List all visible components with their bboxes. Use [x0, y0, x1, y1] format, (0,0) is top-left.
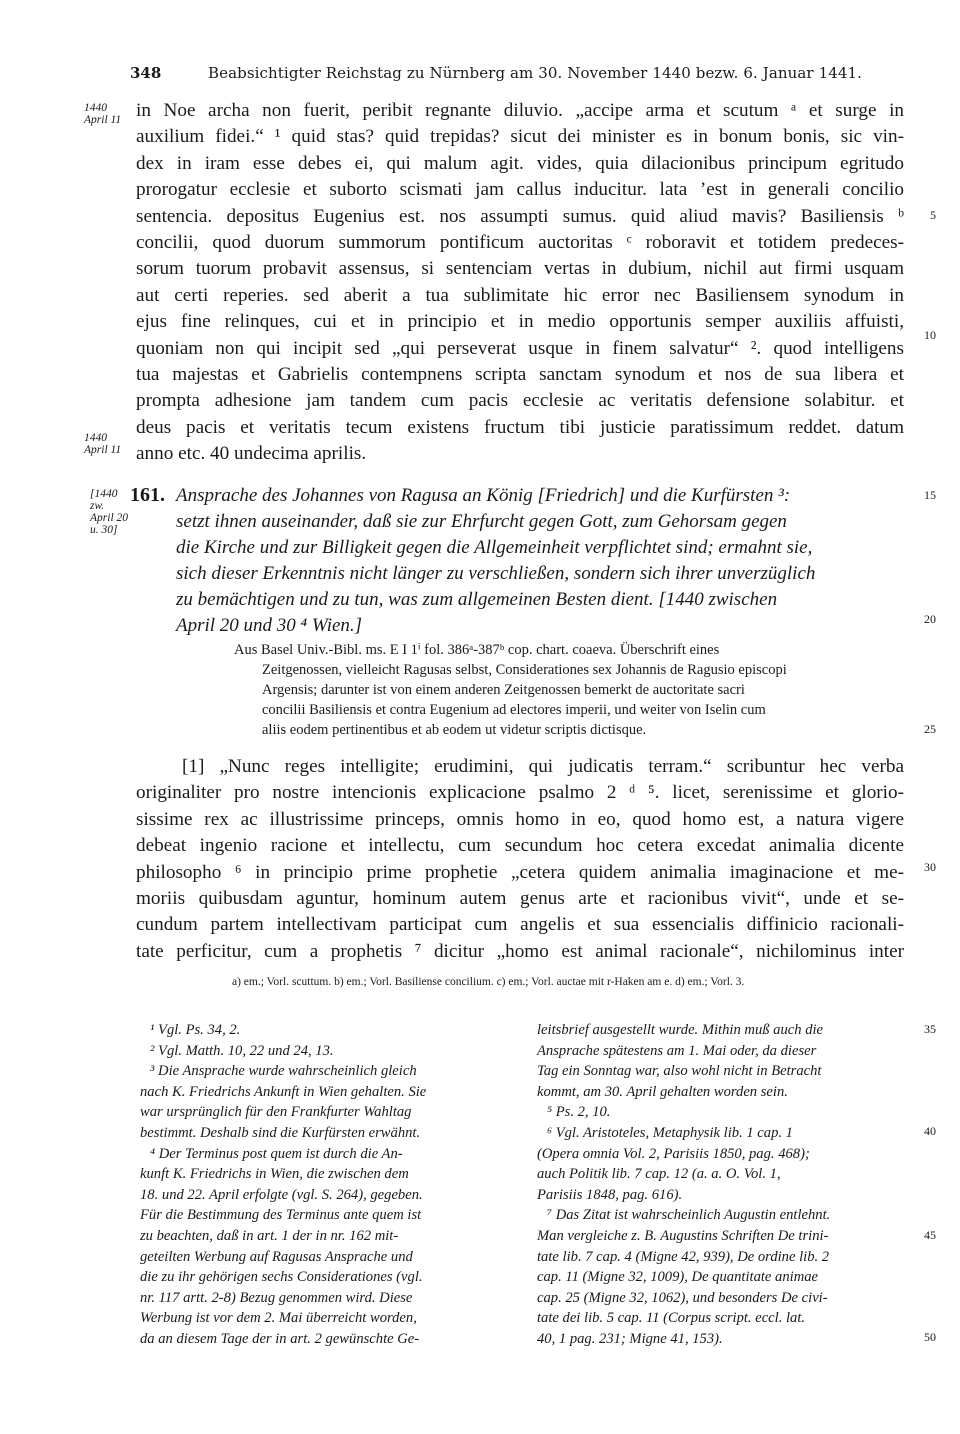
- margin-date-year: 1440: [84, 102, 107, 114]
- line-number: 10: [924, 328, 936, 342]
- line-number: 20: [924, 612, 936, 626]
- footnote-line: cap. 11 (Migne 32, 1009), De quantitate animae: [537, 1269, 819, 1286]
- document-heading: [176, 483, 904, 639]
- text-line: dex in iram esse debes ei, qui malum agit. vides, quia dilacionibus principum egritudo: [136, 152, 904, 174]
- source-line: Zeitgenossen, vielleicht Ragusas selbst, Considerationes sex Johannis de Ragusio episcopi: [262, 662, 787, 678]
- margin-date-day: April 11: [84, 114, 122, 126]
- heading-line: zu bemächtigen und zu tun, was zum allgemeinen Besten dient. [1440 zwischen: [176, 589, 778, 610]
- running-head: Beabsichtigter Reichstag zu Nürnberg am 30. November 1440 bezw. 6. Januar 1441.: [208, 64, 863, 82]
- document-date-line: zw.: [90, 500, 105, 512]
- source-description: [234, 640, 904, 740]
- line-number: 40: [924, 1124, 936, 1138]
- text-line: prompta adhesione jam tandem cum pacis ecclesie ac veritatis defensione solabitur. et: [136, 390, 904, 412]
- text-line: aut certi reperies. sed aberit a tua sublimitate hic error nec Basiliensem synodum in: [136, 284, 904, 306]
- footnote-line: Werbung ist vor dem 2. Mai überreicht worden,: [140, 1310, 417, 1327]
- footnote-line: zu beachten, daß in art. 1 der in nr. 162 mit-: [140, 1227, 399, 1244]
- main-text-block: [136, 754, 904, 965]
- source-line: Argensis; darunter ist von einem anderen Zeitgenossen bemerkt de auctoritate sacri: [262, 682, 745, 698]
- line-number: 5: [930, 208, 936, 222]
- text-line: tate perficitur, cum a prophetis ⁷ dicitur „homo est animal racionale“, nichilominus inter: [136, 940, 904, 962]
- text-line: auxilium fidei.“ ¹ quid stas? quid trepidas? sicut dei minister es in bonum bonis, sic vin-: [136, 126, 904, 148]
- line-number: 50: [924, 1330, 936, 1344]
- footnote-line: kunft K. Friedrichs in Wien, die zwischen dem: [140, 1166, 409, 1183]
- source-line: concilii Basiliensis et contra Eugenium ad electores imperii, und weiter von Iselin cum: [262, 702, 766, 718]
- footnote-line: geteilten Werbung auf Ragusas Ansprache und: [140, 1248, 413, 1265]
- footnote-line: auch Politik lib. 7 cap. 12 (a. a. O. Vol. 1,: [537, 1166, 781, 1183]
- upper-text-block: [136, 98, 904, 467]
- footnote-line: leitsbrief ausgestellt wurde. Mithin muß auch die: [537, 1022, 824, 1038]
- text-line-last: anno etc. 40 undecima aprilis.: [136, 443, 367, 465]
- footnote-line: tate dei lib. 5 cap. 11 (Corpus script. eccl. lat.: [537, 1310, 806, 1327]
- critical-apparatus: a) em.; Vorl. scuttum. b) em.; Vorl. Basiliense concilium. c) em.; Vorl. auctae mit r-Haken am e. d) em.; Vorl. 3.: [232, 976, 745, 988]
- footnote-line: cap. 25 (Migne 32, 1062), und besonders De civi-: [537, 1289, 828, 1306]
- footnote-line: da an diesem Tage der in art. 2 gewünschte Ge-: [140, 1330, 420, 1347]
- text-line: deus pacis et veritatis tecum existens fructum tibi justicie paratissimum reddet. datum: [136, 416, 904, 438]
- heading-line: April 20 und 30 ⁴ Wien.]: [176, 615, 363, 636]
- footnotes-right-column: [537, 1020, 909, 1350]
- footnote-line: Tag ein Sonntag war, also wohl nicht in Betracht: [537, 1063, 822, 1080]
- footnote-line: nr. 117 artt. 2-8) Bezug genommen wird. Diese: [140, 1289, 413, 1306]
- footnote-line: ⁵ Ps. 2, 10.: [547, 1104, 611, 1121]
- footnote-line: ⁴ Der Terminus post quem ist durch die An-: [150, 1145, 403, 1162]
- footnote-line: ⁷ Das Zitat ist wahrscheinlich Augustin entlehnt.: [547, 1207, 831, 1224]
- footnote-line: ³ Die Ansprache wurde wahrscheinlich gleich: [150, 1063, 417, 1080]
- line-number: 25: [924, 722, 936, 736]
- text-line: quoniam non qui incipit sed „qui perseverat usque in finem salvatur“ ². quod intelligens: [136, 337, 904, 359]
- line-number: 30: [924, 860, 936, 874]
- heading-line: setzt ihnen auseinander, daß sie zur Ehrfurcht gegen Gott, zum Gehorsam gegen: [176, 511, 787, 532]
- margin-date-top: [84, 102, 136, 126]
- footnote-line: war ursprünglich für den Frankfurter Wahltag: [140, 1104, 412, 1121]
- text-line: in Noe archa non fuerit, peribit regnante diluvio. „accipe arma et scutum ᵃ et surge in: [136, 100, 904, 121]
- footnote-line: (Opera omnia Vol. 2, Parisiis 1850, pag. 468);: [537, 1145, 810, 1162]
- text-line: sissime rex ac illustrissime princeps, omnis homo in eo, quod homo est, a natura vigere: [136, 808, 904, 830]
- document-date-line: [1440: [90, 488, 118, 500]
- footnote-line: ⁶ Vgl. Aristoteles, Metaphysik lib. 1 cap. 1: [547, 1124, 793, 1141]
- document-number: 161.: [130, 484, 165, 506]
- footnote-line: 40, 1 pag. 231; Migne 41, 153).: [537, 1330, 723, 1347]
- margin-date-year: 1440: [84, 432, 107, 444]
- margin-date-day: April 11: [84, 444, 122, 456]
- footnote-line: Ansprache spätestens am 1. Mai oder, da dieser: [537, 1042, 817, 1059]
- footnote-line: Für die Bestimmung des Terminus ante quem ist: [140, 1207, 422, 1224]
- document-date-line: u. 30]: [90, 524, 118, 536]
- footnote-line: Parisiis 1848, pag. 616).: [537, 1186, 683, 1203]
- source-line: Aus Basel Univ.-Bibl. ms. E I 1ⁱ fol. 386ᵃ-387ᵇ cop. chart. coaeva. Überschrift eines: [234, 642, 720, 658]
- footnote-line: die zu ihr gehörigen sechs Considerationes (vgl.: [140, 1269, 423, 1286]
- text-line: debeat ingenio racione et intellectu, cum secundum hoc cetera excedat animalia dicente: [136, 835, 904, 857]
- text-line: originaliter pro nostre intencionis explicacione psalmo 2 ᵈ ⁵. licet, serenissime et glorio-: [136, 782, 904, 804]
- text-line: philosopho ⁶ in principio prime prophetie „cetera quidem animalia imaginacione et me-: [136, 861, 904, 883]
- text-line: [1] „Nunc reges intelligite; erudimini, qui judicatis terram.“ scribuntur hec verba: [182, 756, 904, 777]
- text-line: concilii, quod duorum summorum pontificum auctoritas ᶜ roboravit et totidem predeces-: [136, 231, 904, 253]
- footnote-line: tate lib. 7 cap. 4 (Migne 42, 939), De ordine lib. 2: [537, 1248, 830, 1265]
- source-line: aliis eodem pertinentibus et ab eodem ut videtur scriptis dictisque.: [262, 722, 647, 738]
- text-line: sorum tuorum probavit assensus, si sentenciam vertas in dubium, nichil aut firmi usquam: [136, 258, 904, 280]
- footnote-line: 18. und 22. April erfolgte (vgl. S. 264), gegeben.: [140, 1186, 423, 1203]
- text-line: cundum partem intellectivam participat cum angelis et sua essencialis diffinicio racionali-: [136, 914, 904, 936]
- line-number: 45: [924, 1228, 936, 1242]
- text-line: moriis quibusdam aguntur, hominum autem genus arte et racionibus vivit“, unde et se-: [136, 887, 904, 909]
- footnote-line: ² Vgl. Matth. 10, 22 und 24, 13.: [150, 1042, 334, 1059]
- document-date-line: April 20: [90, 512, 129, 524]
- footnote-line: nach K. Friedrichs Ankunft in Wien gehalten. Sie: [140, 1083, 427, 1100]
- text-line: ejus fine relinques, cui et in principio et in medio opportunis semper auxiliis affuisti,: [136, 311, 904, 333]
- footnote-line: bestimmt. Deshalb sind die Kurfürsten erwähnt.: [140, 1124, 421, 1141]
- page-number: 348: [130, 64, 162, 82]
- heading-line: sich dieser Erkenntnis nicht länger zu verschließen, sondern sich ihrer unverzüglich: [176, 563, 816, 584]
- text-line: sentencia. depositus Eugenius est. nos assumpti sumus. quid aliud mavis? Basiliensis ᵇ: [136, 205, 904, 227]
- footnote-line: ¹ Vgl. Ps. 34, 2.: [150, 1022, 241, 1038]
- heading-line: Ansprache des Johannes von Ragusa an König [Friedrich] und die Kurfürsten ³:: [176, 485, 791, 506]
- text-line: prorogatur ecclesie et suborto scismati jam callus inducitur. lata ʼest in generali concilio: [136, 179, 904, 201]
- line-number: 35: [924, 1022, 936, 1036]
- margin-date-bottom: [84, 432, 136, 456]
- text-line: tua majestas et Gabrielis contempnens scripta sanctam synodum et nos de sua libera et: [136, 363, 904, 385]
- heading-line: die Kirche und zur Billigkeit gegen die Allgemeinheit verpflichtet sind; ermahnt sie,: [176, 537, 813, 558]
- line-number: 15: [924, 488, 936, 502]
- footnotes-left-column: [140, 1020, 512, 1350]
- footnote-line: kommt, am 30. April gehalten worden sein.: [537, 1083, 788, 1100]
- footnote-line: Man vergleiche z. B. Augustins Schriften De trini-: [537, 1227, 829, 1244]
